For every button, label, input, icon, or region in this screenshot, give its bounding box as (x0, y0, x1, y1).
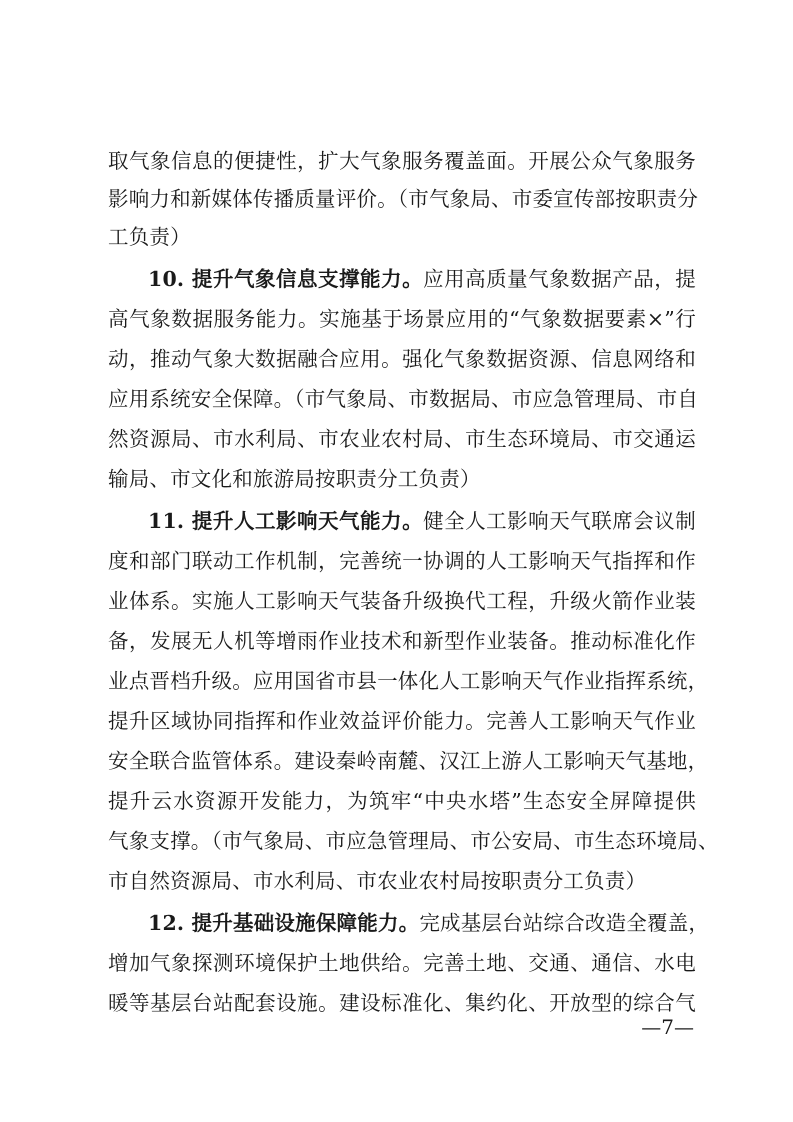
section-12-heading: 12. 提升基础设施保障能力。 (148, 911, 420, 935)
text-line: 市自然资源局、市水利局、市农业农村局按职责分工负责） (108, 869, 647, 893)
text-line: 输局、市文化和旅游局按职责分工负责） (108, 467, 481, 491)
text-line: 安全联合监管体系。建设秦岭南麓、汉江上游人工影响天气基地， (108, 749, 709, 773)
page-number: —7— (641, 1015, 694, 1039)
section-12-first-line (148, 905, 710, 941)
text-line: 动，推动气象大数据融合应用。强化气象数据资源、信息网络和 (108, 347, 696, 371)
text-line: 增加气象探测环境保护土地供给。完善土地、交通、通信、水电 (108, 951, 696, 975)
text-line: 影响力和新媒体传播质量评价。（市气象局、市委宣传部按职责分 (108, 187, 699, 211)
text-line: 气象支撑。（市气象局、市应急管理局、市公安局、市生态环境局、 (108, 829, 719, 853)
text-line: 提升云水资源开发能力，为筑牢“中央水塔”生态安全屏障提供 (108, 789, 696, 813)
text-line: 然资源局、市水利局、市农业农村局、市生态环境局、市交通运 (108, 427, 696, 451)
text-line: 暖等基层台站配套设施。建设标准化、集约化、开放型的综合气 (108, 991, 696, 1015)
section-12-text: 完成基层台站综合改造全覆盖， (419, 911, 710, 935)
section-11-first-line (148, 503, 696, 539)
text-line: 业点晋档升级。应用国省市县一体化人工影响天气作业指挥系统， (108, 669, 709, 693)
section-10-text: 应用高质量气象数据产品，提 (423, 267, 696, 291)
text-line: 度和部门联动工作机制，完善统一协调的人工影响天气指挥和作 (108, 549, 696, 573)
text-line: 取气象信息的便捷性，扩大气象服务覆盖面。开展公众气象服务 (108, 149, 696, 173)
text-line: 提升区域协同指挥和作业效益评价能力。完善人工影响天气作业 (108, 709, 696, 733)
text-line: 应用系统安全保障。（市气象局、市数据局、市应急管理局、市自 (108, 387, 699, 411)
section-11-heading: 11. 提升人工影响天气能力。 (148, 509, 424, 533)
text-line: 业体系。实施人工影响天气装备升级换代工程，升级火箭作业装 (108, 589, 696, 613)
text-line: 备，发展无人机等增雨作业技术和新型作业装备。推动标准化作 (108, 629, 696, 653)
text-line: 工负责） (108, 225, 191, 249)
section-10-heading: 10. 提升气象信息支撑能力。 (148, 267, 424, 291)
section-10-first-line (148, 261, 696, 297)
section-11-text: 健全人工影响天气联席会议制 (423, 509, 696, 533)
text-line: 高气象数据服务能力。实施基于场景应用的“气象数据要素×”行 (108, 307, 696, 331)
